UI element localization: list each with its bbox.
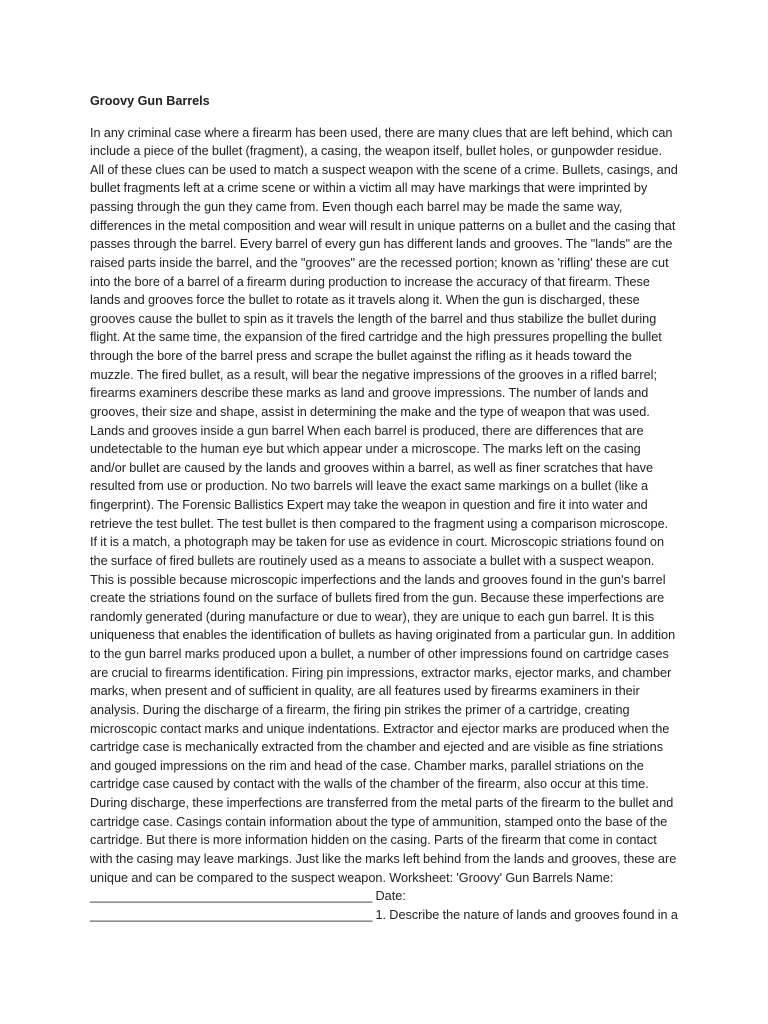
document-page (90, 92, 678, 924)
document-body-paragraph: In any criminal case where a firearm has been used, there are many clues that are left behind, which can include a piece of the bullet (fragment), a casing, the weapon itself, bullet holes, or gunpowder residue. All of these clues can be used to match a suspect weapon with the scene of a crime. Bullets, casings, and bullet fragments left at a crime scene or within a victim all may have markings that were imprinted by passing through the gun they came from. Even though each barrel may be made the same way, differences in the metal composition and wear will result in unique patterns on a bullet and the casing that passes through the barrel. Every barrel of every gun has different lands and grooves. The "lands" are the raised parts inside the barrel, and the "grooves" are the recessed portion; known as 'rifling' these are cut into the bore of a barrel of a firearm during production to increase the accuracy of that firearm. These lands and grooves force the bullet to rotate as it travels along it. When the gun is discharged, these grooves cause the bullet to spin as it travels the length of the barrel and thus stabilize the bullet during flight. At the same time, the expansion of the fired cartridge and the high pressures propelling the bullet through the bore of the barrel press and scrape the bullet against the rifling as it heads toward the muzzle. The fired bullet, as a result, will bear the negative impressions of the grooves in a rifled barrel; firearms examiners describe these marks as land and groove impressions. The number of lands and grooves, their size and shape, assist in determining the make and the type of weapon that was used. Lands and grooves inside a gun barrel When each barrel is produced, there are differences that are undetectable to the human eye but which appear under a microscope. The marks left on the casing and/or bullet are caused by the lands and grooves within a barrel, as well as finer scratches that have resulted from use or production. No two barrels will leave the exact same markings on a bullet (like a fingerprint). The Forensic Ballistics Expert may take the weapon in question and fire it into water and retrieve the test bullet. The test bullet is then compared to the fragment using a comparison microscope. If it is a match, a photograph may be taken for use as evidence in court. Microscopic striations found on the surface of fired bullets are routinely used as a means to associate a bullet with a suspect weapon. This is possible because microscopic imperfections and the lands and grooves found in the gun's barrel create the striations found on the surface of bullets fired from the gun. Because these imperfections are randomly generated (during manufacture or due to wear), they are unique to each gun barrel. It is this uniqueness that enables the identification of bullets as having originated from a particular gun. In addition to the gun barrel marks produced upon a bullet, a number of other impressions found on cartridge cases are crucial to firearms identification. Firing pin impressions, extractor marks, ejector marks, and chamber marks, when present and of sufficient in quality, are all features used by firearms examiners in their analysis. During the discharge of a firearm, the firing pin strikes the primer of a cartridge, creating microscopic contact marks and unique indentations. Extractor and ejector marks are produced when the cartridge case is mechanically extracted from the chamber and ejected and are visible as fine striations and gouged impressions on the rim and head of the case. Chamber marks, parallel striations on the cartridge case caused by contact with the walls of the chamber of the firearm, also occur at this time. During discharge, these imperfections are transferred from the metal parts of the firearm to the bullet and cartridge case. Casings contain information about the type of ammunition, stamped onto the base of the cartridge. But there is more information hidden on the casing. Parts of the firearm that come in contact with the casing may leave markings. Just like the marks left behind from the lands and grooves, these are unique and can be compared to the suspect weapon. Worksheet: 'Groovy' Gun Barrels Name: ________________________________________ Date: ________________________________________ 1. Describe the nature of lands and grooves found in a (90, 125, 678, 922)
document-title: Groovy Gun Barrels (90, 94, 210, 108)
